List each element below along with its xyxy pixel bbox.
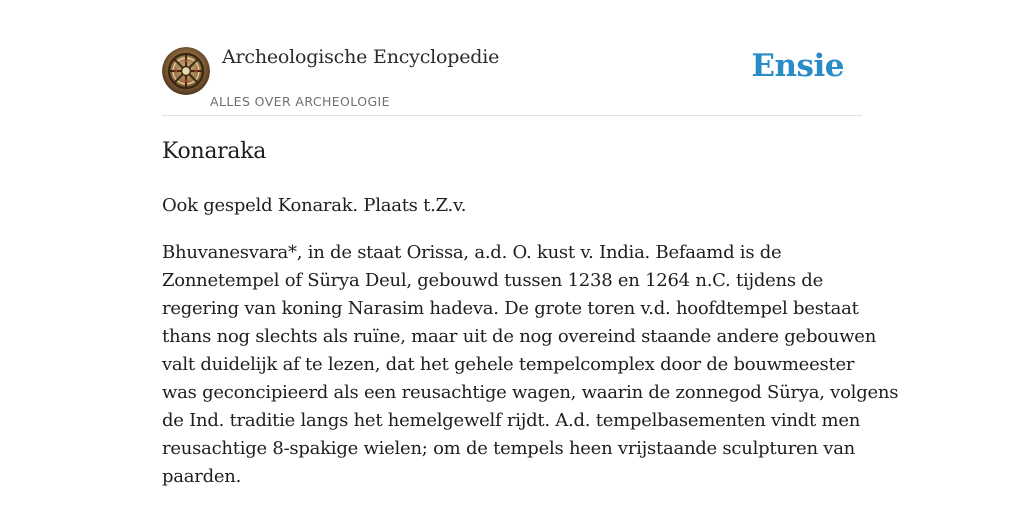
entry-body-line: reusachtige 8-spakige wielen; om de tempels heen vrijstaande sculpturen van (162, 438, 856, 459)
entry-body (162, 239, 899, 491)
entry-title: Konaraka (162, 139, 267, 164)
wheel-emblem-icon[interactable] (162, 47, 210, 95)
site-header (162, 44, 862, 116)
entry-body-line: Bhuvanesvara*, in de staat Orissa, a.d. O. kust v. India. Befaamd is de (162, 242, 782, 263)
entry-body-line: valt duidelijk af te lezen, dat het gehele tempelcomplex door de bouwmeester (162, 354, 855, 375)
site-subtitle: ALLES OVER ARCHEOLOGIE (210, 94, 390, 109)
entry-body-line: paarden. (162, 466, 242, 487)
site-title[interactable]: Archeologische Encyclopedie (222, 46, 500, 68)
entry-intro: Ook gespeld Konarak. Plaats t.Z.v. (162, 195, 467, 216)
entry-body-line: de Ind. traditie langs het hemelgewelf rijdt. A.d. tempelbasementen vindt men (162, 410, 861, 431)
entry-body-line: thans nog slechts als ruïne, maar uit de nog overeind staande andere gebouwen (162, 326, 877, 347)
entry-body-line: was geconcipieerd als een reusachtige wagen, waarin de zonnegod Sürya, volgens (162, 382, 899, 403)
entry-body-line: regering van koning Narasim hadeva. De grote toren v.d. hoofdtempel bestaat (162, 298, 859, 319)
ensie-brand-link[interactable]: Ensie (751, 48, 844, 84)
entry-body-line: Zonnetempel of Sürya Deul, gebouwd tussen 1238 en 1264 n.C. tijdens de (162, 270, 823, 291)
